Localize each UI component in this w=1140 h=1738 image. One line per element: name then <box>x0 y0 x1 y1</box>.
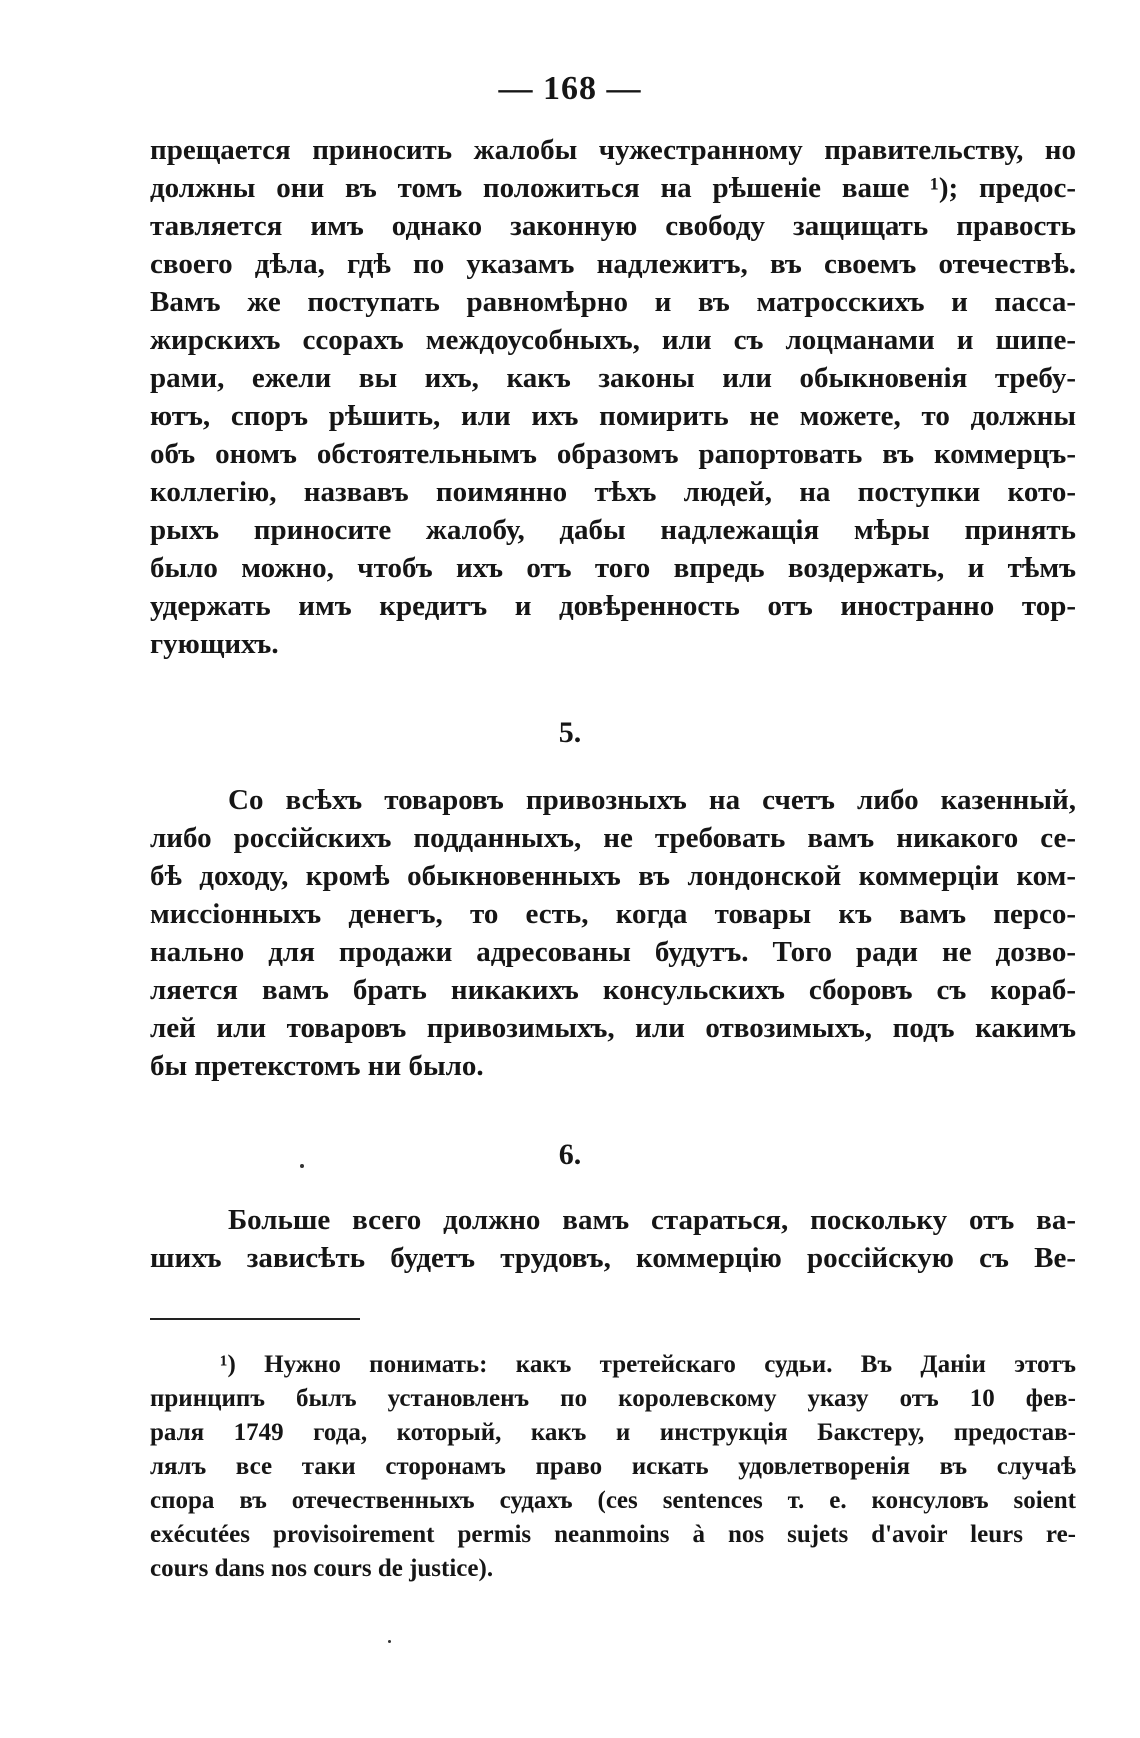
footnote-line: cours dans nos cours de justice). <box>150 1555 494 1582</box>
text-line: гующихъ. <box>150 628 279 660</box>
footnote-line: лялъ все таки сторонамъ право искать удовлетворенія въ случаѣ <box>150 1453 1076 1480</box>
page-number: — 168 — <box>498 70 642 107</box>
text-line: лей или товаровъ привозимыхъ, или отвозимыхъ, подъ какимъ <box>150 1012 1076 1044</box>
text-line: шихъ зависѣть будетъ трудовъ, коммерцію россійскую съ Ве- <box>150 1242 1076 1274</box>
text-line: удержать имъ кредитъ и довѣренность отъ иностранно тор- <box>150 590 1076 622</box>
section-number-5: 5. <box>558 716 582 749</box>
text-line: ютъ, споръ рѣшить, или ихъ помирить не можете, то должны <box>150 400 1076 432</box>
text-line: объ ономъ обстоятельнымъ образомъ рапортовать въ коммерцъ- <box>150 438 1076 470</box>
print-speck <box>388 1640 391 1643</box>
footnote-line: exécutées provisoirement permis neanmoins à nos sujets d'avoir leurs re- <box>150 1521 1076 1548</box>
text-line: коллегію, назвавъ поимянно тѣхъ людей, на поступки кото- <box>150 476 1076 508</box>
text-line: ляется вамъ брать никакихъ консульскихъ сборовъ съ кораб- <box>150 974 1076 1006</box>
text-line: либо россійскихъ подданныхъ, не требовать вамъ никакого се- <box>150 822 1076 854</box>
section-number-6: 6. <box>558 1138 582 1171</box>
text-line: бы претекстомъ ни было. <box>150 1050 484 1082</box>
text-line: рыхъ приносите жалобу, дабы надлежащія мѣры принять <box>150 514 1076 546</box>
text-line: рами, ежели вы ихъ, какъ законы или обыкновенія требу- <box>150 362 1076 394</box>
footnote-line: ¹) Нужно понимать: какъ третейскаго судьи. Въ Даніи этотъ <box>220 1351 1076 1378</box>
text-line: миссіонныхъ денегъ, то есть, когда товары къ вамъ персо- <box>150 898 1076 930</box>
footnote-line: спора въ отечественныхъ судахъ (ces sentences т. е. консуловъ soient <box>150 1487 1076 1514</box>
text-line: нально для продажи адресованы будутъ. Того ради не дозво- <box>150 936 1076 968</box>
footnote-line: раля 1749 года, который, какъ и инструкція Бакстеру, предостав- <box>150 1419 1076 1446</box>
text-line: жирскихъ ссорахъ междоусобныхъ, или съ лоцманами и шипе- <box>150 324 1076 356</box>
text-line: своего дѣла, гдѣ по указамъ надлежитъ, въ своемъ отечествѣ. <box>150 248 1076 280</box>
text-line: прещается приносить жалобы чужестранному правительству, но <box>150 134 1076 166</box>
text-line: Больше всего должно вамъ стараться, поскольку отъ ва- <box>228 1204 1076 1236</box>
footnote-line: принципъ былъ установленъ по королевскому указу отъ 10 фев- <box>150 1385 1076 1412</box>
text-line: было можно, чтобъ ихъ отъ того впредь воздержать, и тѣмъ <box>150 552 1076 584</box>
text-line: бѣ доходу, кромѣ обыкновенныхъ въ лондонской коммерціи ком- <box>150 860 1076 892</box>
text-line: должны они въ томъ положиться на рѣшеніе ваше ¹); предос- <box>150 172 1076 204</box>
text-line: тавляется имъ однако законную свободу защищать правость <box>150 210 1076 242</box>
text-line: Вамъ же поступать равномѣрно и въ матросскихъ и пасса- <box>150 286 1076 318</box>
footnote-separator <box>150 1318 360 1320</box>
text-line: Со всѣхъ товаровъ привозныхъ на счетъ либо казенный, <box>228 784 1076 816</box>
